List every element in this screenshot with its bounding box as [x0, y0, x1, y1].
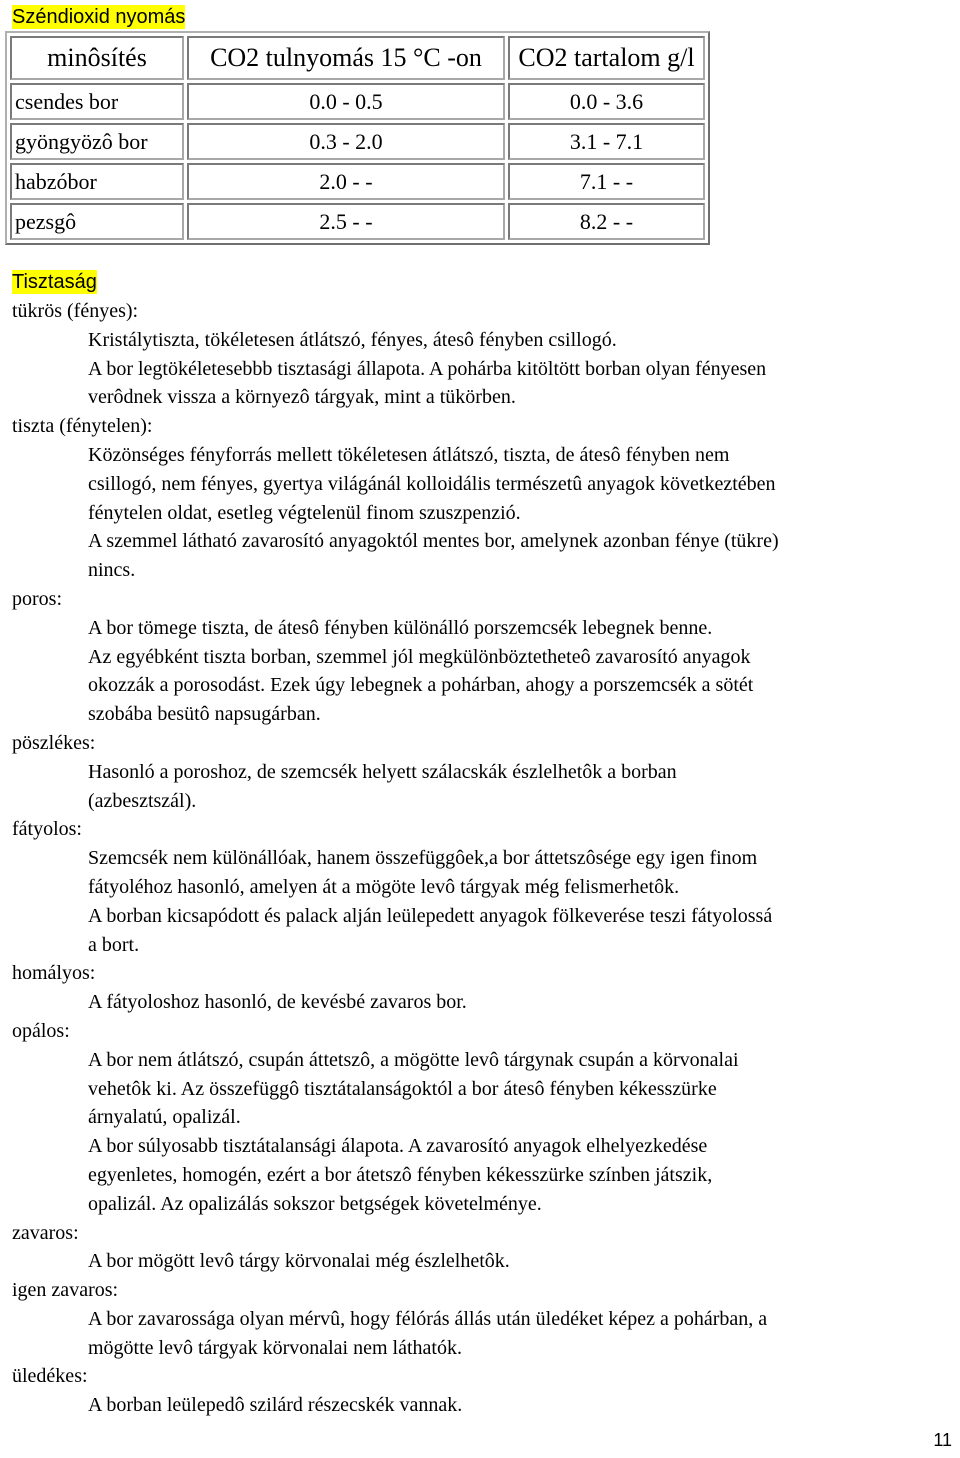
clarity-description-line: vehetôk ki. Az összefüggô tisztátalanságoktól a bor átesô fényben kékesszürke [88, 1077, 717, 1100]
clarity-definition-list [12, 297, 957, 1420]
clarity-description-line: Hasonló a poroshoz, de szemcsék helyett szálacskák észlelhetôk a borban [88, 760, 677, 783]
clarity-term: pöszlékes: [12, 731, 96, 754]
clarity-description-line: A borban leülepedô szilárd részecskék vannak. [88, 1394, 463, 1417]
table-cell-content: 0.0 - 3.6 [508, 83, 705, 120]
clarity-description-line: A bor mögött levô tárgy körvonalai még észlelhetôk. [88, 1250, 510, 1273]
clarity-description-line: A bor zavarossága olyan mérvû, hogy félórás állás után üledéket képez a pohárban, a [88, 1307, 768, 1330]
page-number: 11 [933, 1430, 952, 1450]
clarity-description-line: a bort. [88, 933, 140, 956]
co2-table [5, 31, 710, 245]
table-cell-rating: habzóbor [10, 163, 184, 200]
clarity-description-line: szobába besütô napsugárban. [88, 703, 321, 726]
clarity-description-line: A szemmel látható zavarosító anyagoktól mentes bor, amelynek azonban fénye (tükre) [88, 530, 779, 553]
clarity-term: opálos: [12, 1019, 70, 1042]
clarity-term: homályos: [12, 962, 96, 985]
table-row [10, 123, 705, 160]
clarity-description-line: egyenletes, homogén, ezért a bor átetszô fényben kékesszürke színben játszik, [88, 1163, 713, 1186]
column-header-content: CO2 tartalom g/l [508, 36, 705, 80]
clarity-description-line: A bor nem átlátszó, csupán áttetszô, a mögötte levô tárgynak csupán a körvonalai [88, 1048, 739, 1071]
table-cell-rating: pezsgô [10, 203, 184, 240]
section-title-co2: Széndioxid nyomás [12, 6, 186, 28]
clarity-description-line: A bor tömege tiszta, de átesô fényben különálló porszemcsék lebegnek benne. [88, 616, 713, 639]
clarity-term: tükrös (fényes): [12, 300, 139, 322]
clarity-term: tiszta (fénytelen): [12, 415, 153, 438]
table-cell-content: 3.1 - 7.1 [508, 123, 705, 160]
clarity-description-line: A bor súlyosabb tisztátalansági álapota. A zavarosító anyagok elhelyezkedése [88, 1135, 708, 1158]
table-cell-content: 8.2 - - [508, 203, 705, 240]
clarity-description-line: fénytelen oldat, esetleg végtelenül finom szuszpenzió. [88, 501, 521, 524]
column-header-overpressure: CO2 tulnyomás 15 °C -on [187, 36, 505, 80]
clarity-description-line: okozzák a porosodást. Ezek úgy lebegnek a pohárban, ahogy a porszemcsék a sötét [88, 674, 754, 697]
clarity-description-line: A borban kicsapódott és palack alján leülepedett anyagok fölkeverése teszi fátyolossá [88, 904, 773, 927]
clarity-description-line: Közönséges fényforrás mellett tökéletesen átlátszó, tiszta, de átesô fényben nem [88, 443, 730, 466]
clarity-term: igen zavaros: [12, 1279, 119, 1302]
table-header-row [10, 36, 705, 80]
section-title-clarity: Tisztaság [12, 271, 97, 293]
clarity-description-line: nincs. [88, 559, 136, 582]
table-row [10, 163, 705, 200]
clarity-description-line: Szemcsék nem különállóak, hanem összefüggôek,a bor áttetszôsége egy igen finom [88, 847, 758, 870]
clarity-description-line: csillogó, nem fényes, gyertya világánál kolloidális természetû anyagok következtében [88, 472, 776, 495]
clarity-description-line: A fátyoloshoz hasonló, de kevésbé zavaros bor. [88, 991, 467, 1014]
table-cell-overpressure: 2.0 - - [187, 163, 505, 200]
clarity-term: zavaros: [12, 1221, 79, 1244]
clarity-description-line: árnyalatú, opalizál. [88, 1106, 241, 1129]
table-row [10, 83, 705, 120]
table-cell-overpressure: 0.0 - 0.5 [187, 83, 505, 120]
table-cell-rating: gyöngyözô bor [10, 123, 184, 160]
clarity-description-line: Kristálytiszta, tökéletesen átlátszó, fényes, átesô fényben csillogó. [88, 328, 617, 351]
clarity-description-line: (azbesztszál). [88, 789, 197, 812]
clarity-term: fátyolos: [12, 818, 82, 841]
column-header-rating: minôsítés [10, 36, 184, 80]
clarity-term: üledékes: [12, 1365, 88, 1388]
clarity-description-line: A bor legtökéletesebbb tisztasági állapota. A pohárba kitöltött borban olyan fényesen [88, 357, 767, 380]
clarity-description-line: opalizál. Az opalizálás sokszor betgségek követelménye. [88, 1192, 542, 1215]
clarity-description-line: fátyoléhoz hasonló, amelyen át a mögöte levô tárgyak még felismerhetôk. [88, 875, 680, 898]
clarity-term: poros: [12, 587, 62, 610]
table-row [10, 203, 705, 240]
clarity-description-line: mögötte levô tárgyak körvonalai nem láthatók. [88, 1336, 462, 1359]
table-cell-overpressure: 0.3 - 2.0 [187, 123, 505, 160]
table-cell-content: 7.1 - - [508, 163, 705, 200]
table-cell-rating: csendes bor [10, 83, 184, 120]
table-cell-overpressure: 2.5 - - [187, 203, 505, 240]
clarity-description-line: verôdnek vissza a környezô tárgyak, mint a tükörben. [88, 386, 516, 409]
clarity-description-line: Az egyébként tiszta borban, szemmel jól megkülönböztetheteô zavarosító anyagok [88, 645, 751, 668]
